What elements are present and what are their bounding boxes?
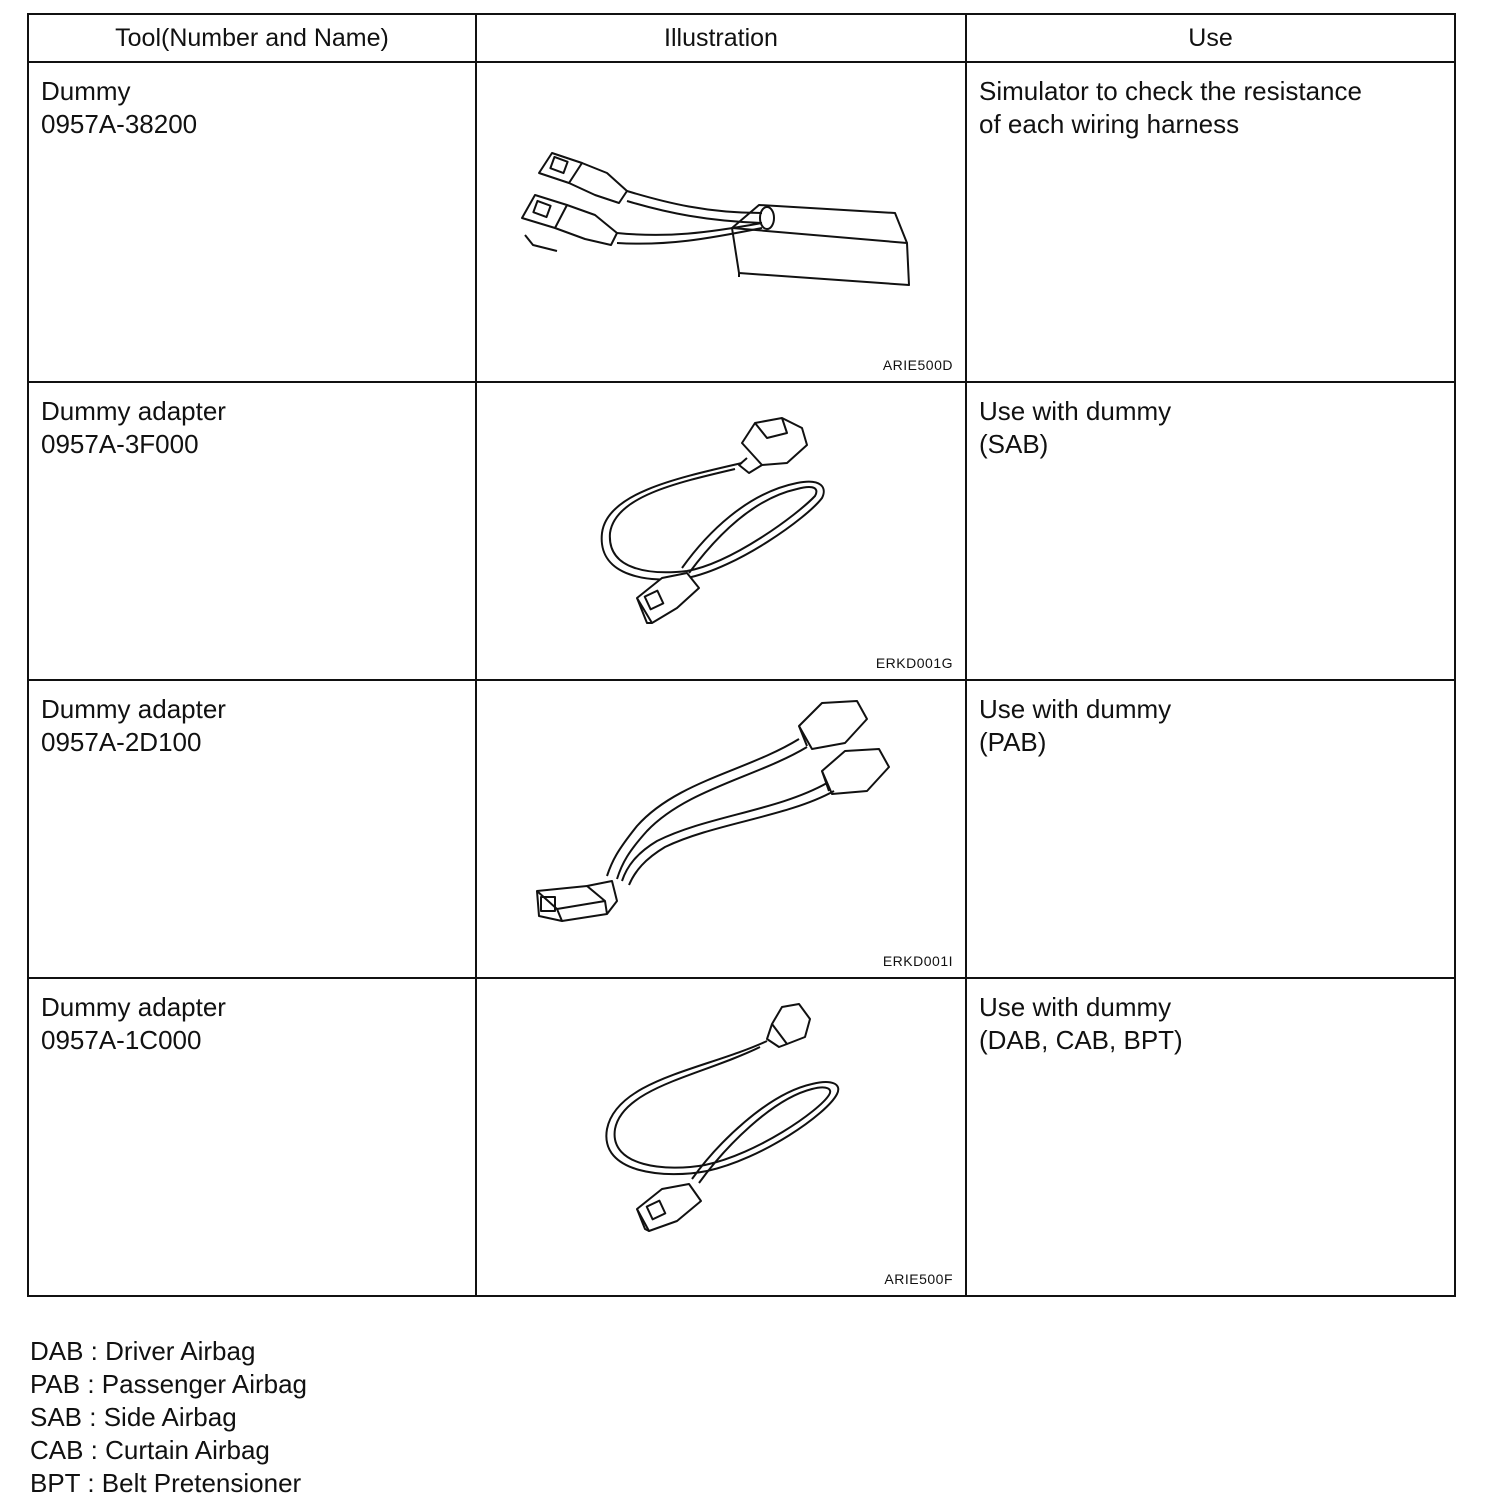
use-text: Simulator to check the resistance bbox=[979, 76, 1362, 106]
illustration-cell bbox=[476, 978, 966, 1296]
special-tools-table bbox=[27, 13, 1456, 1297]
tool-number: 0957A-1C000 bbox=[41, 1025, 202, 1055]
use-cell bbox=[966, 382, 1455, 680]
looped-adapter-cable-icon bbox=[477, 979, 963, 1293]
header-tool: Tool(Number and Name) bbox=[28, 14, 476, 62]
tool-number: 0957A-3F000 bbox=[41, 429, 199, 459]
use-cell bbox=[966, 680, 1455, 978]
table-row bbox=[28, 62, 1455, 382]
legend-item: CAB : Curtain Airbag bbox=[30, 1435, 270, 1465]
legend-item: SAB : Side Airbag bbox=[30, 1402, 237, 1432]
illustration-cell bbox=[476, 62, 966, 382]
use-text: Use with dummy bbox=[979, 992, 1172, 1022]
image-code: ERKD001I bbox=[882, 953, 953, 969]
dummy-box-connector-icon bbox=[477, 63, 963, 379]
legend-item: DAB : Driver Airbag bbox=[30, 1336, 256, 1366]
use-text: (SAB) bbox=[979, 429, 1049, 459]
table-row bbox=[28, 680, 1455, 978]
tool-cell bbox=[28, 680, 476, 978]
split-adapter-cable-icon bbox=[477, 681, 963, 975]
tool-name: Dummy adapter bbox=[41, 396, 226, 426]
image-code: ARIE500D bbox=[882, 357, 953, 373]
table-row bbox=[28, 382, 1455, 680]
use-text: (DAB, CAB, BPT) bbox=[979, 1025, 1183, 1055]
tool-name: Dummy adapter bbox=[41, 694, 226, 724]
tool-cell bbox=[28, 62, 476, 382]
table-header-row bbox=[28, 14, 1455, 62]
tool-number: 0957A-2D100 bbox=[41, 727, 202, 757]
use-cell bbox=[966, 978, 1455, 1296]
tool-cell bbox=[28, 382, 476, 680]
use-text: Use with dummy bbox=[979, 396, 1172, 426]
tool-cell bbox=[28, 978, 476, 1296]
tool-name: Dummy bbox=[41, 76, 131, 106]
legend-item: PAB : Passenger Airbag bbox=[30, 1369, 308, 1399]
tool-number: 0957A-38200 bbox=[41, 109, 198, 139]
use-text: Use with dummy bbox=[979, 694, 1172, 724]
tool-name: Dummy adapter bbox=[41, 992, 226, 1022]
image-code: ARIE500F bbox=[884, 1271, 953, 1287]
header-use: Use bbox=[966, 14, 1455, 62]
table-row bbox=[28, 978, 1455, 1296]
illustration-cell bbox=[476, 382, 966, 680]
abbreviation-legend bbox=[30, 1335, 307, 1500]
image-code: ERKD001G bbox=[875, 655, 953, 671]
use-cell bbox=[966, 62, 1455, 382]
use-text: of each wiring harness bbox=[979, 109, 1240, 139]
looped-adapter-cable-icon bbox=[477, 383, 963, 677]
use-text: (PAB) bbox=[979, 727, 1047, 757]
legend-item: BPT : Belt Pretensioner bbox=[30, 1468, 302, 1498]
illustration-cell bbox=[476, 680, 966, 978]
header-illustration: Illustration bbox=[476, 14, 966, 62]
